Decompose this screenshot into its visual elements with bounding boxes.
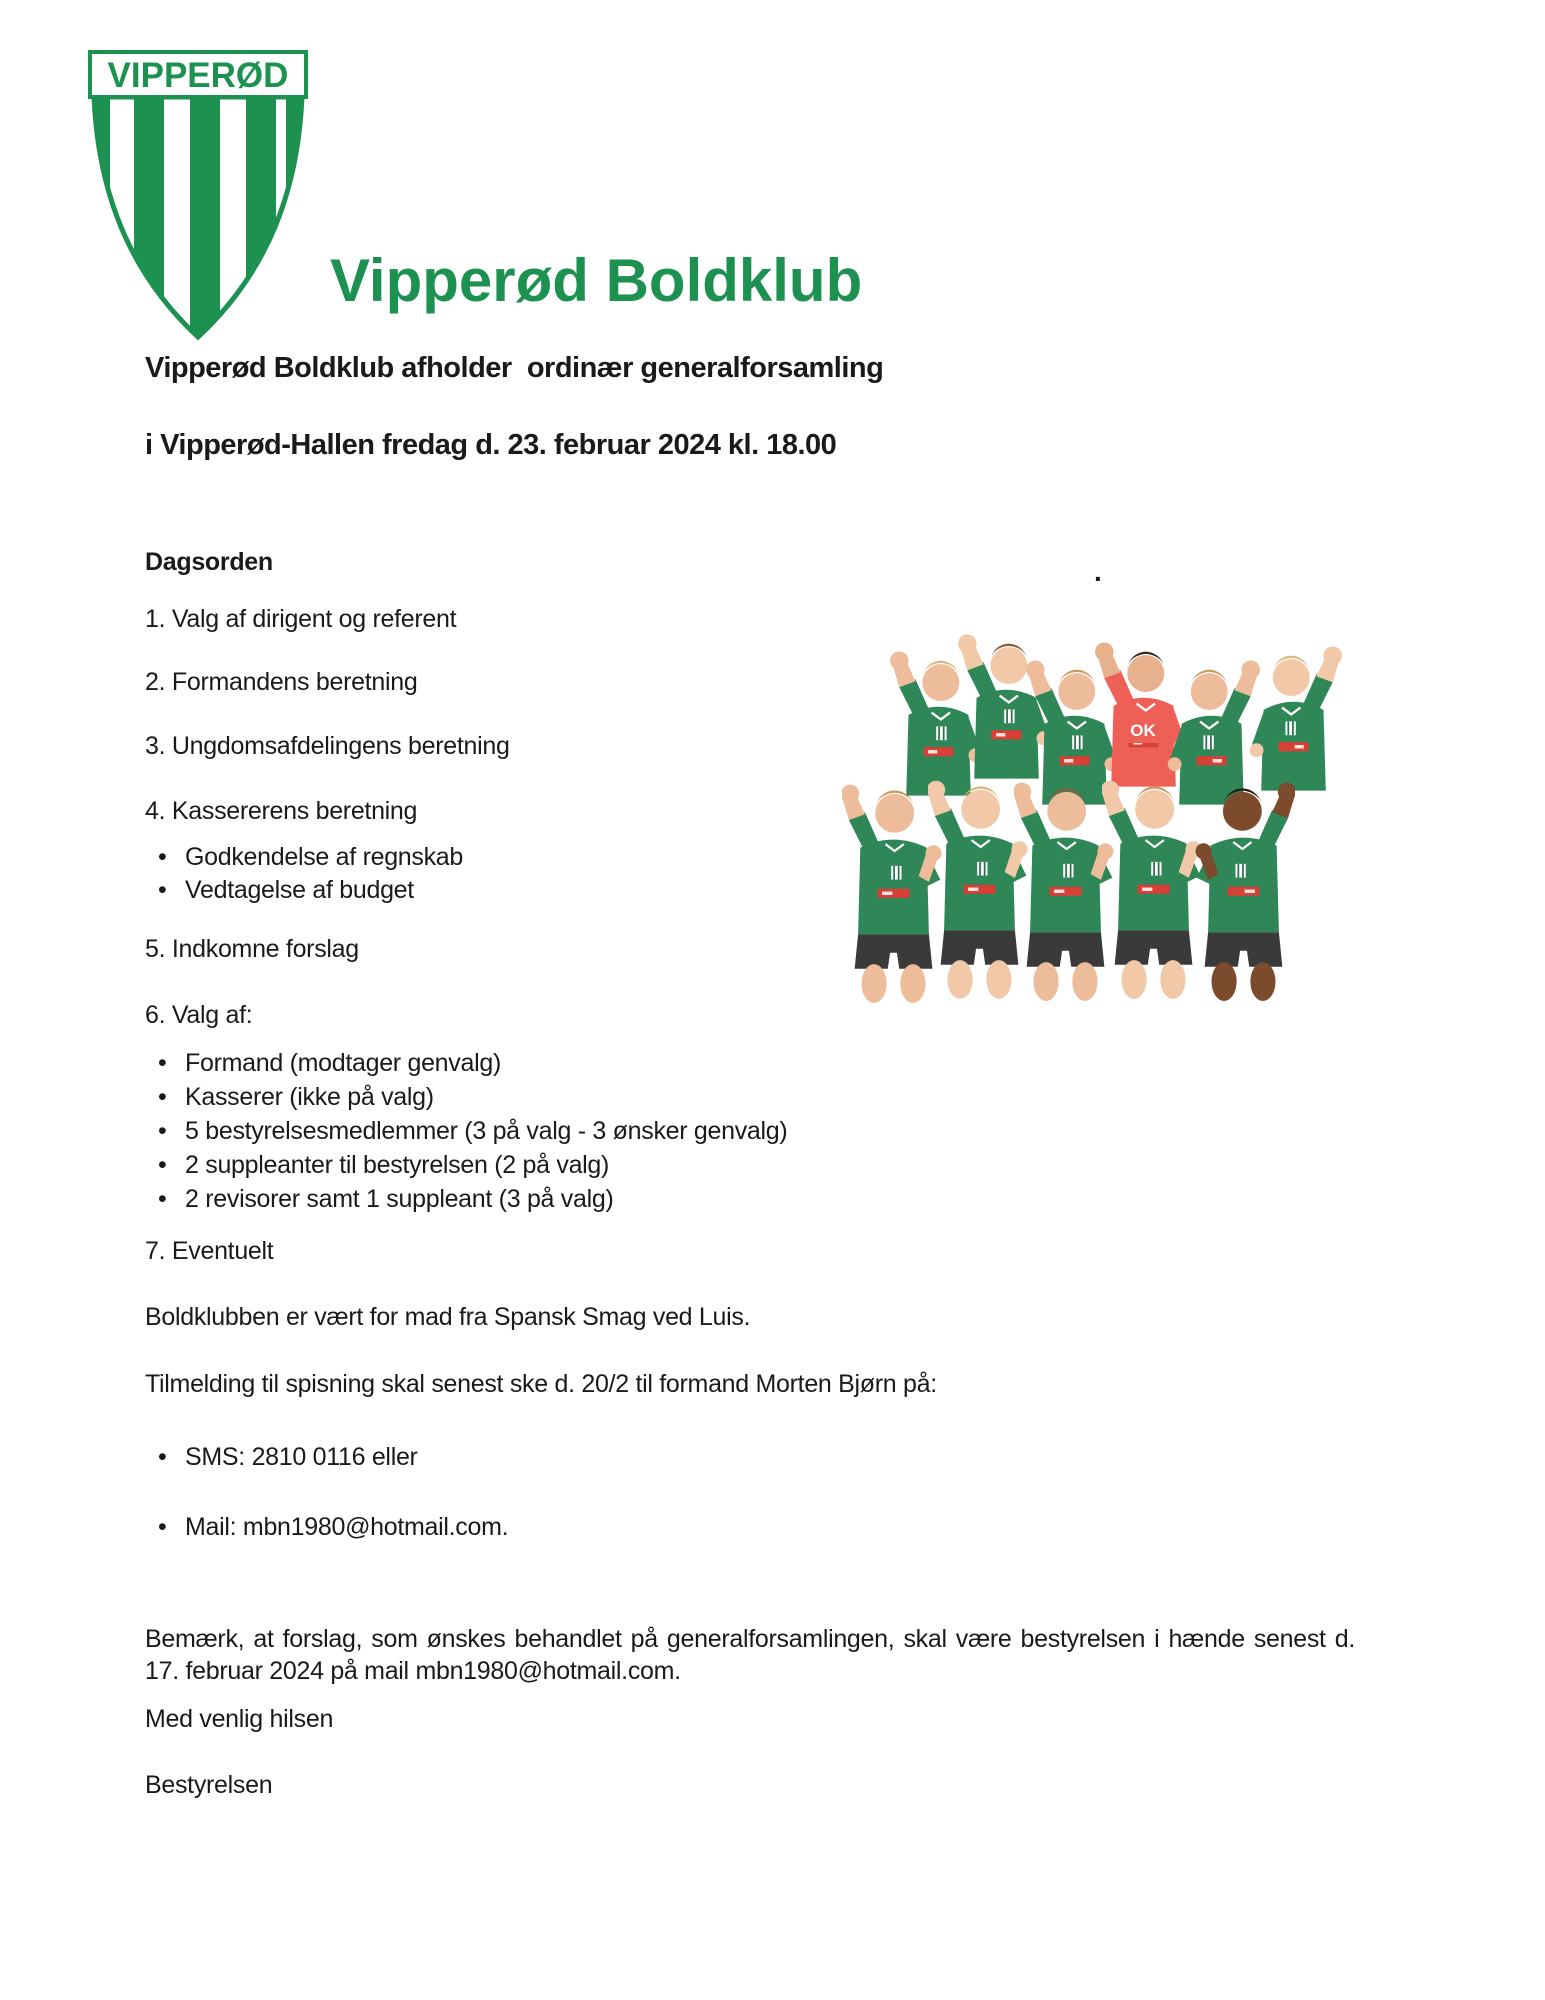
goalkeeper-jersey-text: OK	[1130, 721, 1156, 740]
contact-sms-list	[145, 1441, 418, 1474]
player-figure	[1101, 781, 1202, 999]
contact-item-mail	[145, 1511, 508, 1544]
agenda-item-1: 1. Valg af dirigent og referent	[145, 605, 457, 633]
crest-name-text: VIPPERØD	[107, 56, 289, 95]
agenda-sub-item-label: Vedtagelse af budget	[185, 876, 414, 904]
photo-back-row	[890, 634, 1342, 804]
agenda-title: Dagsorden	[145, 548, 273, 576]
agenda-sub-item	[145, 1148, 787, 1182]
agenda-item-2: 2. Formandens beretning	[145, 668, 418, 696]
agenda-item-5: 5. Indkomne forslag	[145, 935, 359, 963]
host-line: Boldklubben er vært for mad fra Spansk Smag ved Luis.	[145, 1303, 751, 1331]
agenda-sub-item	[145, 874, 463, 907]
proposal-note: Bemærk, at forslag, som ønskes behandlet på generalforsamlingen, skal være bestyrelsen i hænde senest d. 17. februar 2024 på mail mbn1980@hotmail.com.	[145, 1625, 1355, 1685]
agenda-sub-item-label: Formand (modtager genvalg)	[185, 1049, 501, 1077]
signature-line: Bestyrelsen	[145, 1771, 273, 1799]
club-name-title: Vipperød Boldklub	[330, 247, 863, 314]
player-figure	[1013, 783, 1114, 1001]
contact-mail-list	[145, 1511, 508, 1544]
signup-line: Tilmelding til spisning skal senest ske d. 20/2 til formand Morten Bjørn på:	[145, 1370, 937, 1398]
agenda-item-4: 4. Kassererens beretning	[145, 797, 418, 825]
player-figure	[927, 781, 1028, 999]
agenda-item-7: 7. Eventuelt	[145, 1237, 274, 1265]
agenda-sub-item-label: 5 bestyrelsesmedlemmer (3 på valg - 3 ønsker genvalg)	[185, 1117, 788, 1145]
contact-mail-label: Mail: mbn1980@hotmail.com.	[185, 1513, 509, 1541]
stray-period: .	[1094, 556, 1102, 587]
agenda-sub-item-label: 2 suppleanter til bestyrelsen (2 på valg)	[185, 1151, 610, 1179]
player-figure	[890, 651, 982, 795]
agenda-item-3: 3. Ungdomsafdelingens beretning	[145, 732, 510, 760]
closing-line: Med venlig hilsen	[145, 1705, 334, 1733]
agenda-sub-item-label: Godkendelse af regnskab	[185, 843, 464, 871]
agenda-sub-item	[145, 841, 463, 874]
agenda-sub-item	[145, 1046, 787, 1080]
agenda-item-6-sublist	[145, 1046, 787, 1216]
player-figure	[841, 785, 942, 1003]
agenda-sub-item-label: 2 revisorer samt 1 suppleant (3 på valg)	[185, 1185, 614, 1213]
player-figure	[1168, 660, 1260, 804]
agenda-sub-item	[145, 1114, 787, 1148]
agenda-item-4-sublist	[145, 841, 463, 907]
photo-front-row	[841, 781, 1296, 1003]
agenda-sub-item	[145, 1080, 787, 1114]
player-figure	[1196, 783, 1297, 1001]
agenda-sub-item-label: Kasserer (ikke på valg)	[185, 1083, 434, 1111]
team-photo	[790, 615, 1342, 1027]
player-figure	[1250, 646, 1342, 790]
contact-item-sms	[145, 1441, 418, 1474]
agenda-sub-item	[145, 1182, 787, 1216]
club-crest-logo	[88, 50, 308, 340]
announcement-heading-line2: i Vipperød-Hallen fredag d. 23. februar 2024 kl. 18.00	[145, 429, 837, 461]
announcement-heading-line1: Vipperød Boldklub afholder ordinær generalforsamling	[145, 352, 884, 384]
contact-sms-label: SMS: 2810 0116 eller	[185, 1443, 418, 1471]
agenda-item-6: 6. Valg af:	[145, 1001, 253, 1029]
